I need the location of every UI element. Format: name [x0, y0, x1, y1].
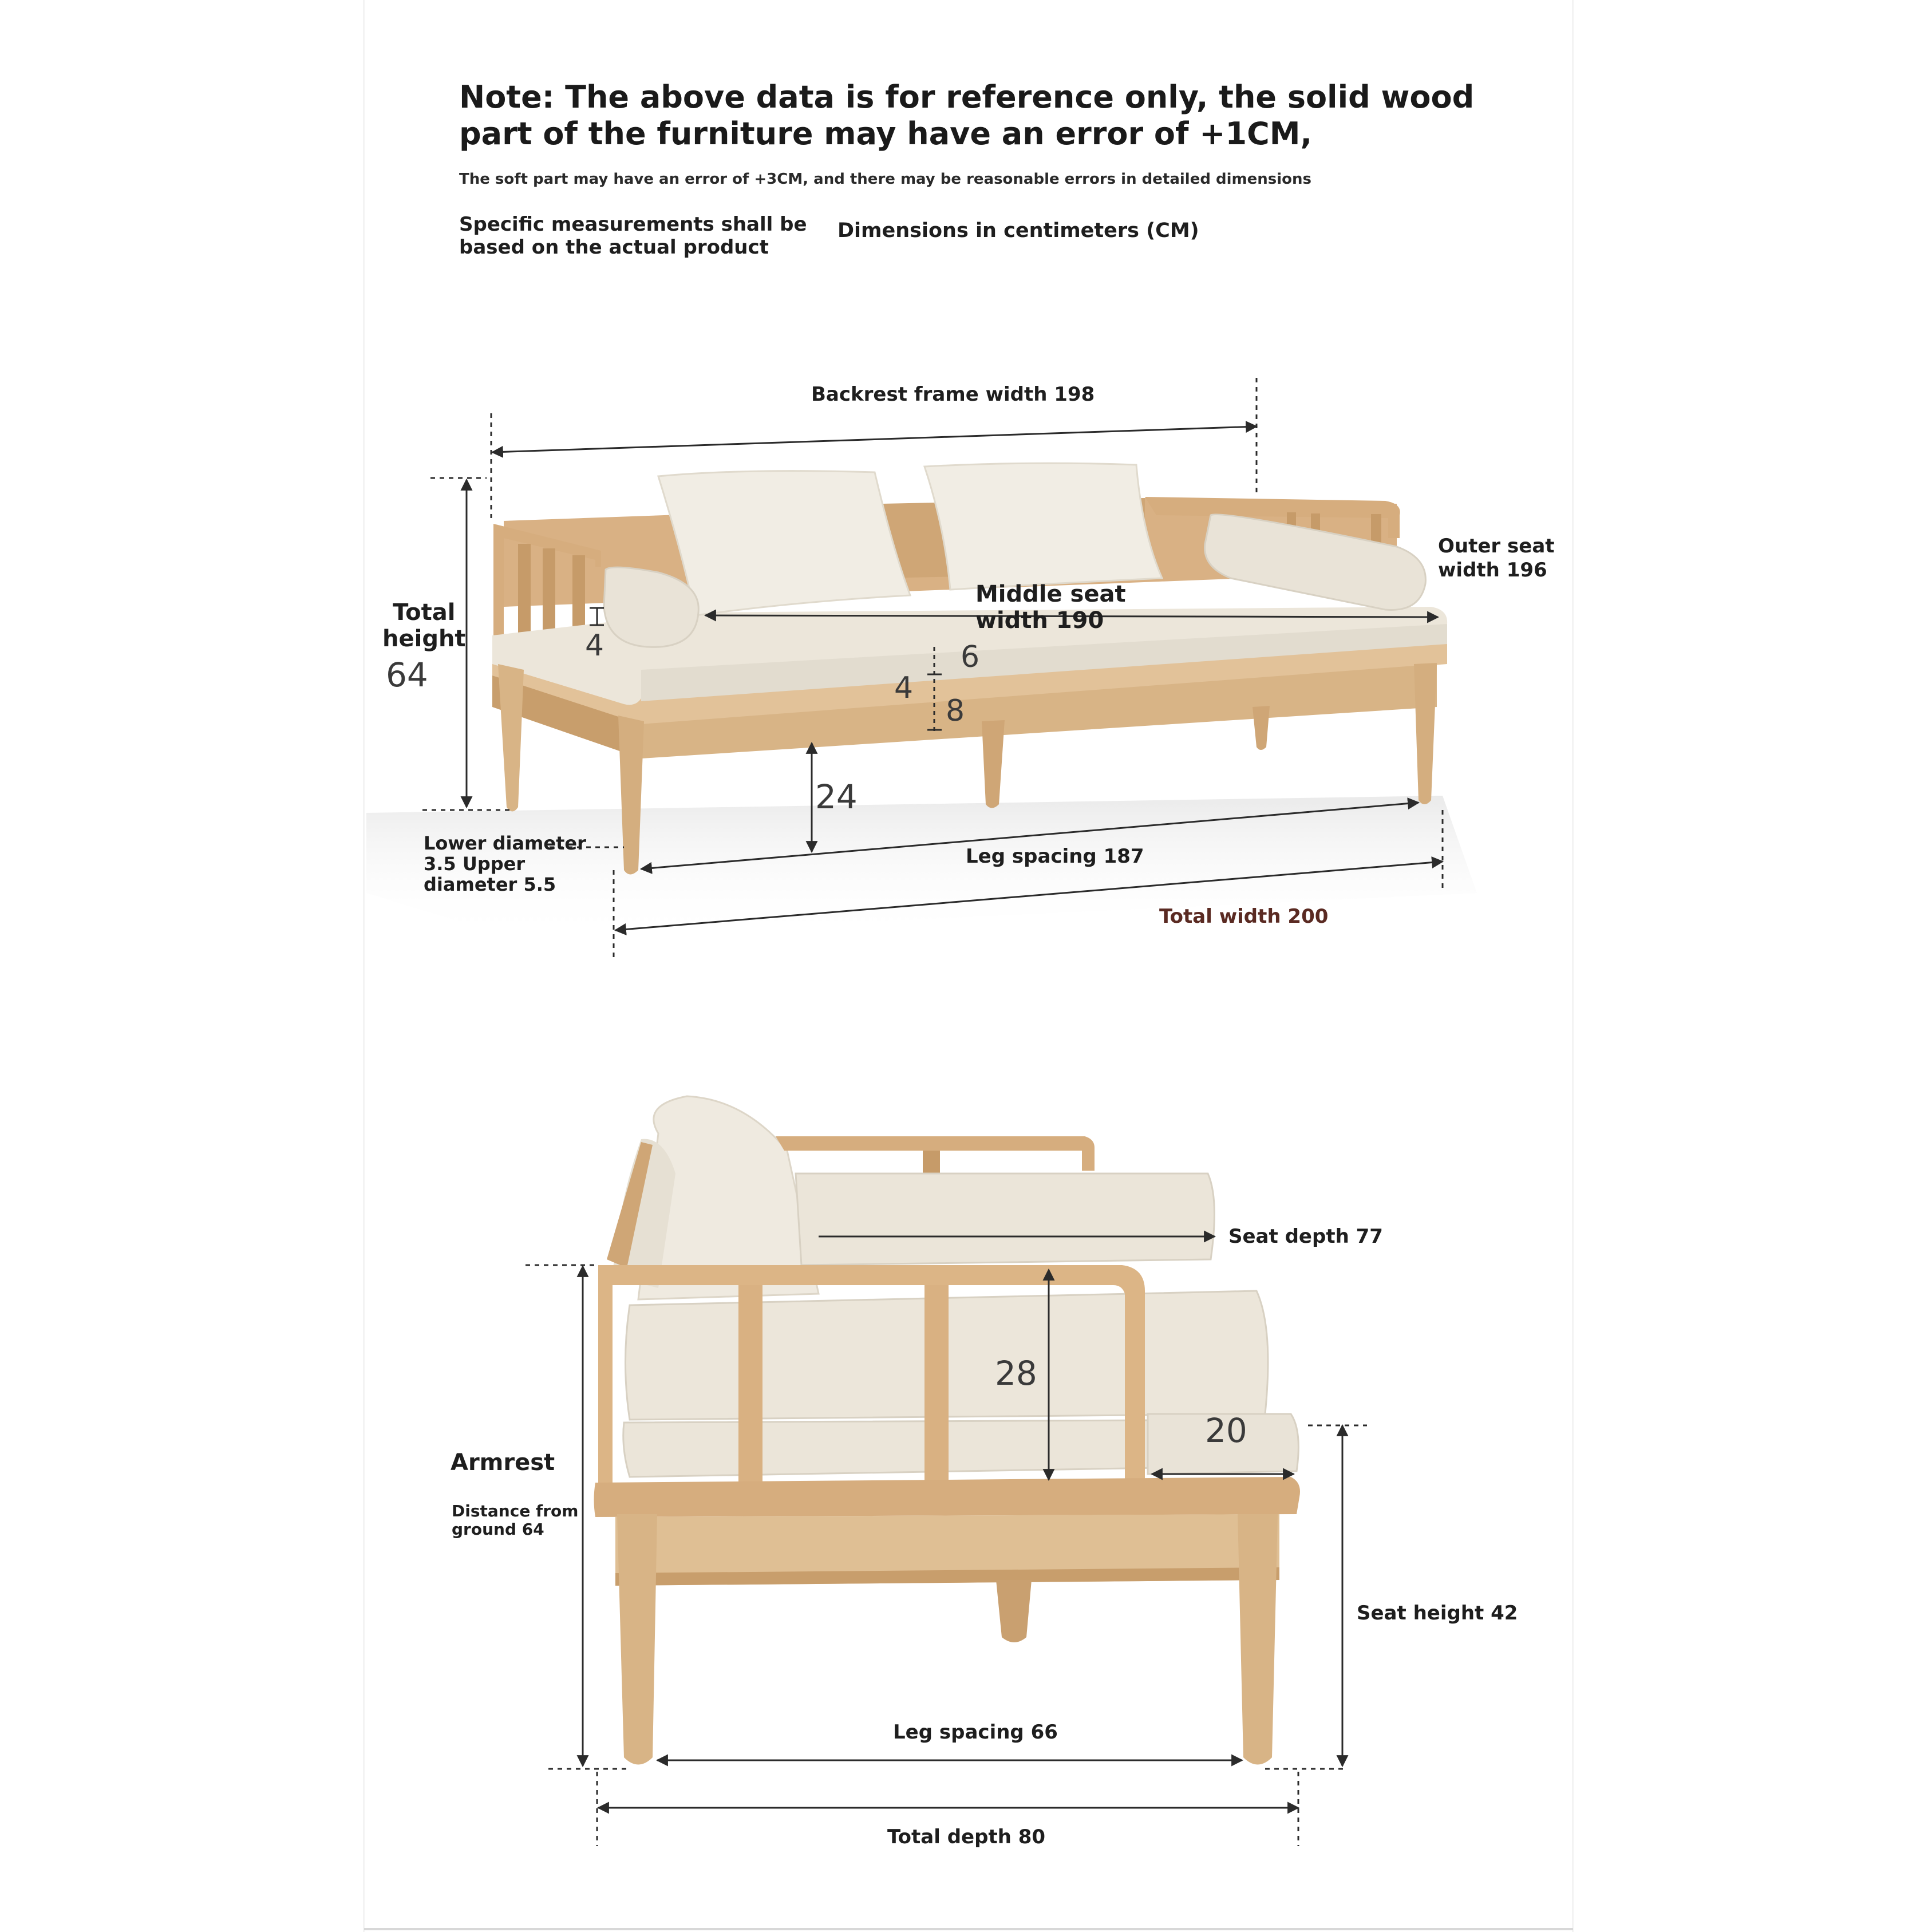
side-leg-rear	[1238, 1514, 1278, 1765]
leg-front-right	[1414, 663, 1437, 804]
note-title: Note: The above data is for reference only, the solid wood part of the furniture may have an error of +1CM,	[459, 79, 1475, 152]
note-units: Dimensions in centimeters (CM)	[837, 219, 1199, 242]
total-height-label: Total height	[382, 599, 466, 652]
note-subtitle: The soft part may have an error of +3CM, and there may be reasonable errors in detailed dimensions	[459, 171, 1311, 188]
front-leg-spacing-label: Leg spacing 187	[966, 845, 1144, 868]
seat-height-label: Seat height 42	[1357, 1602, 1518, 1625]
total-width-label: Total width 200	[1159, 905, 1329, 928]
leg-back-center	[982, 720, 1005, 808]
seat-depth-label: Seat depth 77	[1228, 1225, 1383, 1248]
backrest-frame-width-label: Backrest frame width 198	[811, 383, 1095, 406]
middle-seat-width-label: Middle seat width 190	[975, 581, 1126, 634]
leg-back-right	[1253, 706, 1270, 750]
leg-diameter-label: Lower diameter 3.5 Upper diameter 5.5	[424, 832, 586, 895]
armrest-title: Armrest	[451, 1449, 555, 1476]
outer-seat-width-label: Outer seat width 196	[1438, 535, 1555, 582]
seat-top-thickness-value: 6	[961, 640, 980, 674]
side-sofa	[594, 1096, 1301, 1765]
leg-clearance-value: 24	[815, 777, 858, 816]
seat-frame-side	[594, 1477, 1301, 1517]
cushion-thickness-value: 20	[1205, 1411, 1247, 1450]
pillow-right	[924, 463, 1162, 590]
pillow-left	[658, 471, 910, 615]
back-height-value: 28	[995, 1354, 1037, 1393]
frame-thickness-value: 8	[946, 694, 965, 728]
side-leg-front	[617, 1514, 657, 1765]
cushion-gap-value: 4	[585, 629, 605, 663]
far-bolster	[796, 1174, 1214, 1265]
leg-front-left	[498, 664, 524, 812]
note-specific-measurements: Specific measurements shall be based on the actual product	[459, 213, 807, 259]
side-leg-spacing-label: Leg spacing 66	[893, 1721, 1058, 1744]
frame-gap-value: 4	[894, 671, 914, 705]
armrest-distance-label: Distance from ground 64	[452, 1502, 579, 1539]
total-height-value: 64	[386, 655, 428, 694]
total-depth-label: Total depth 80	[887, 1826, 1046, 1848]
side-leg-back	[996, 1580, 1032, 1642]
